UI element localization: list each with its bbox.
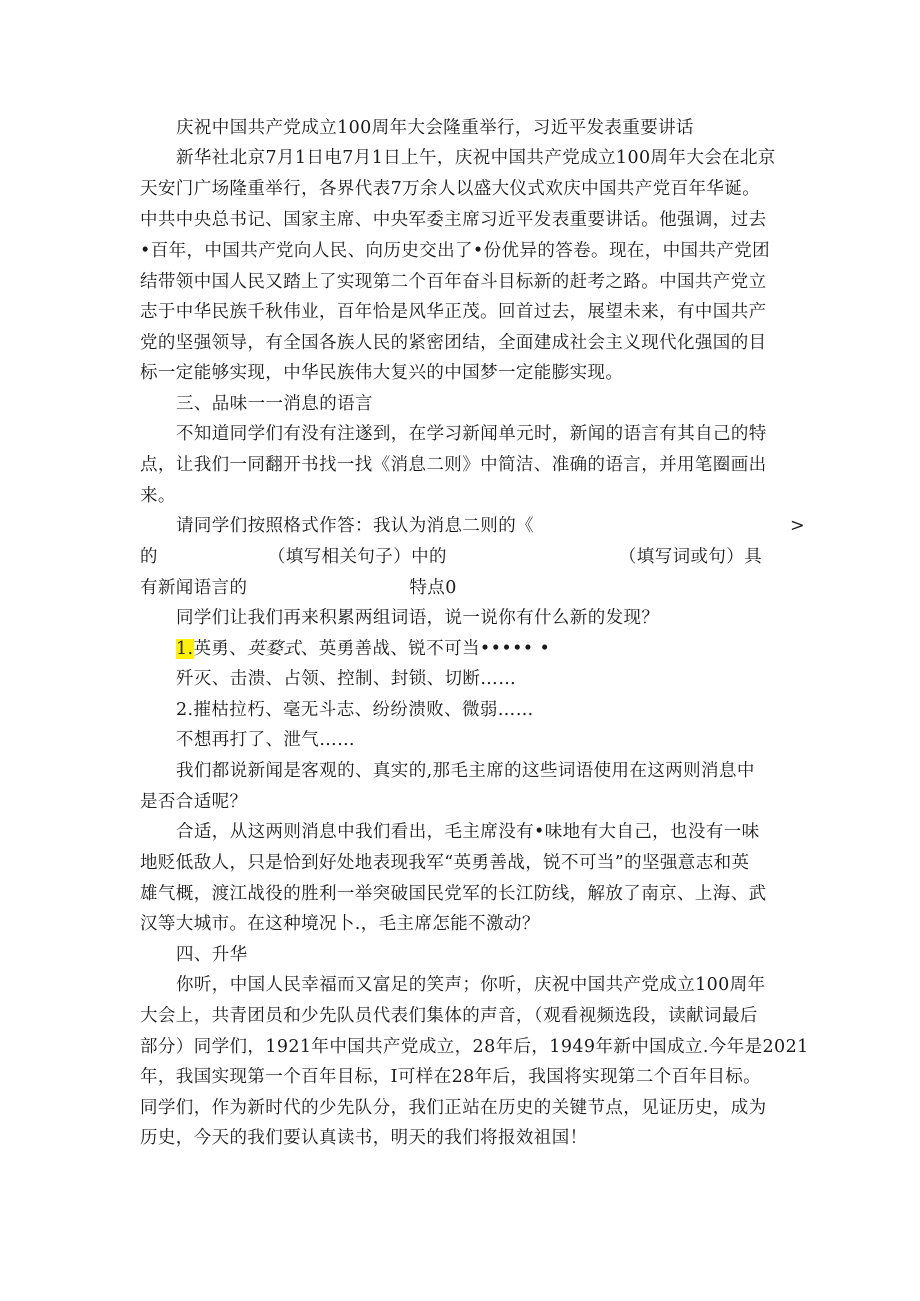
question-line: 我们都说新闻是客观的、真实的,那毛主席的这些词语使用在这两则消息中 [176,761,755,781]
word-text: 、英勇善战、锐不可当••••• • [300,639,551,659]
answer-line: 合适，从这两则消息中我们看出，毛主席没有•味地有大自己，也没有一味 [176,822,760,842]
section3-intro-line: 点，让我们一同翻开书找一找《消息二则》中简洁、准确的语言，并用笔圈画出 [140,455,767,475]
article-body-line: 党的坚强领导，有全国各族人民的紧密团结，全面建成社会主义现代化强国的目 [140,333,767,353]
highlighted-number: 1. [176,639,194,659]
exercise-prompt: 请同学们按照格式作答：我认为消息二则的《 [176,516,534,536]
word-group-2: 2.摧枯拉朽、毫无斗志、纷纷溃败、微弱…… [176,700,534,720]
section4-line: 年，我国实现第一个百年目标，I可样在28年后，我国将实现第二个百年目标。 [140,1067,762,1087]
exercise-text: （填写相关句子）中的 [267,547,447,567]
section3-intro-line: 不知道同学们有没有注遂到，在学习新闻单元时，新闻的语言有其自己的特 [176,424,767,444]
article-body-line: 天安门广场隆重举行，各界代表7万余人以盛大仪式欢庆中国共产党百年华诞。 [140,179,761,199]
article-body-line: •百年，中国共产党向人民、向历史交出了•份优异的答卷。现在，中国共产党团 [140,241,771,261]
question-line: 是否合适呢？ [140,792,248,812]
section4-heading: 四、升华 [176,945,248,965]
section3-heading: 三、品味一一消息的语言 [176,394,373,414]
answer-line: 地贬低敌人，只是恰到好处地表现我军“英勇善战，锐不可当”的坚强意志和英 [140,853,750,873]
answer-line: 雄气概，渡江战役的胜利一举突破国民党军的长江防线，解放了南京、上海、武 [140,884,767,904]
word-group-1 [176,637,550,661]
exercise-line-2 [140,545,762,569]
section4-line: 部分）同学们，1921年中国共产党成立，28年后，1949年新中国成立.今年是2021 [140,1037,809,1057]
exercise-text: 有新闻语言的 [140,578,248,598]
exercise-line-1 [176,514,805,538]
article-body-line: 新华社北京7月1日电7月1日上午，庆祝中国共产党成立100周年大会在北京 [176,148,776,168]
words-prompt: 同学们让我们再来积累两组词语，说一说你有什么新的发现？ [176,608,660,628]
section4-line: 同学们，作为新时代的少先队分，我们正站在历史的关键节点，见证历史，成为 [140,1098,767,1118]
word-text: 英勇、 [193,639,248,659]
exercise-text: 特点0 [409,578,457,598]
article-body-line: 结带领中国人民又踏上了实现第二个百年奋斗目标新的赶考之路。中国共产党立 [140,272,767,292]
word-group-2-line-2: 不想再打了、泄气…… [176,730,355,750]
word-group-1-line-2: 歼灭、击溃、占领、控制、封锁、切断…… [176,669,517,689]
exercise-line-3 [140,576,457,600]
section4-line: 历史，今天的我们要认真读书，明天的我们将报效祖国！ [140,1128,588,1148]
exercise-bracket: > [790,516,806,536]
exercise-text: 的 [140,547,158,567]
section3-intro-line: 来。 [140,486,176,506]
article-body-line: 标一定能够实现，中华民族伟大复兴的中国梦一定能膨实现。 [140,363,624,383]
section4-line: 大会上，共青团员和少先队员代表们集体的声音，（观看视频选段，读献词最后 [140,1006,758,1026]
exercise-text: （填写词或句）具 [618,547,763,567]
article-body-line: 志于中华民族千秋伟业，百年恰是风华正茂。回首过去，展望未来，有中国共产 [140,302,767,322]
article-headline: 庆祝中国共产党成立100周年大会隆重举行，习近平发表重要讲话 [176,118,694,138]
word-text-italic: 英婺式 [247,639,301,659]
section4-line: 你听，中国人民幸福而又富足的笑声；你听，庆祝中国共产党成立100周年 [176,975,766,995]
answer-line: 汉等大城市。在这种境况卜.，毛主席怎能不激动？ [140,914,540,934]
article-body-line: 中共中央总书记、国家主席、中央军委主席习近平发表重要讲话。他强调，过去 [140,210,767,230]
